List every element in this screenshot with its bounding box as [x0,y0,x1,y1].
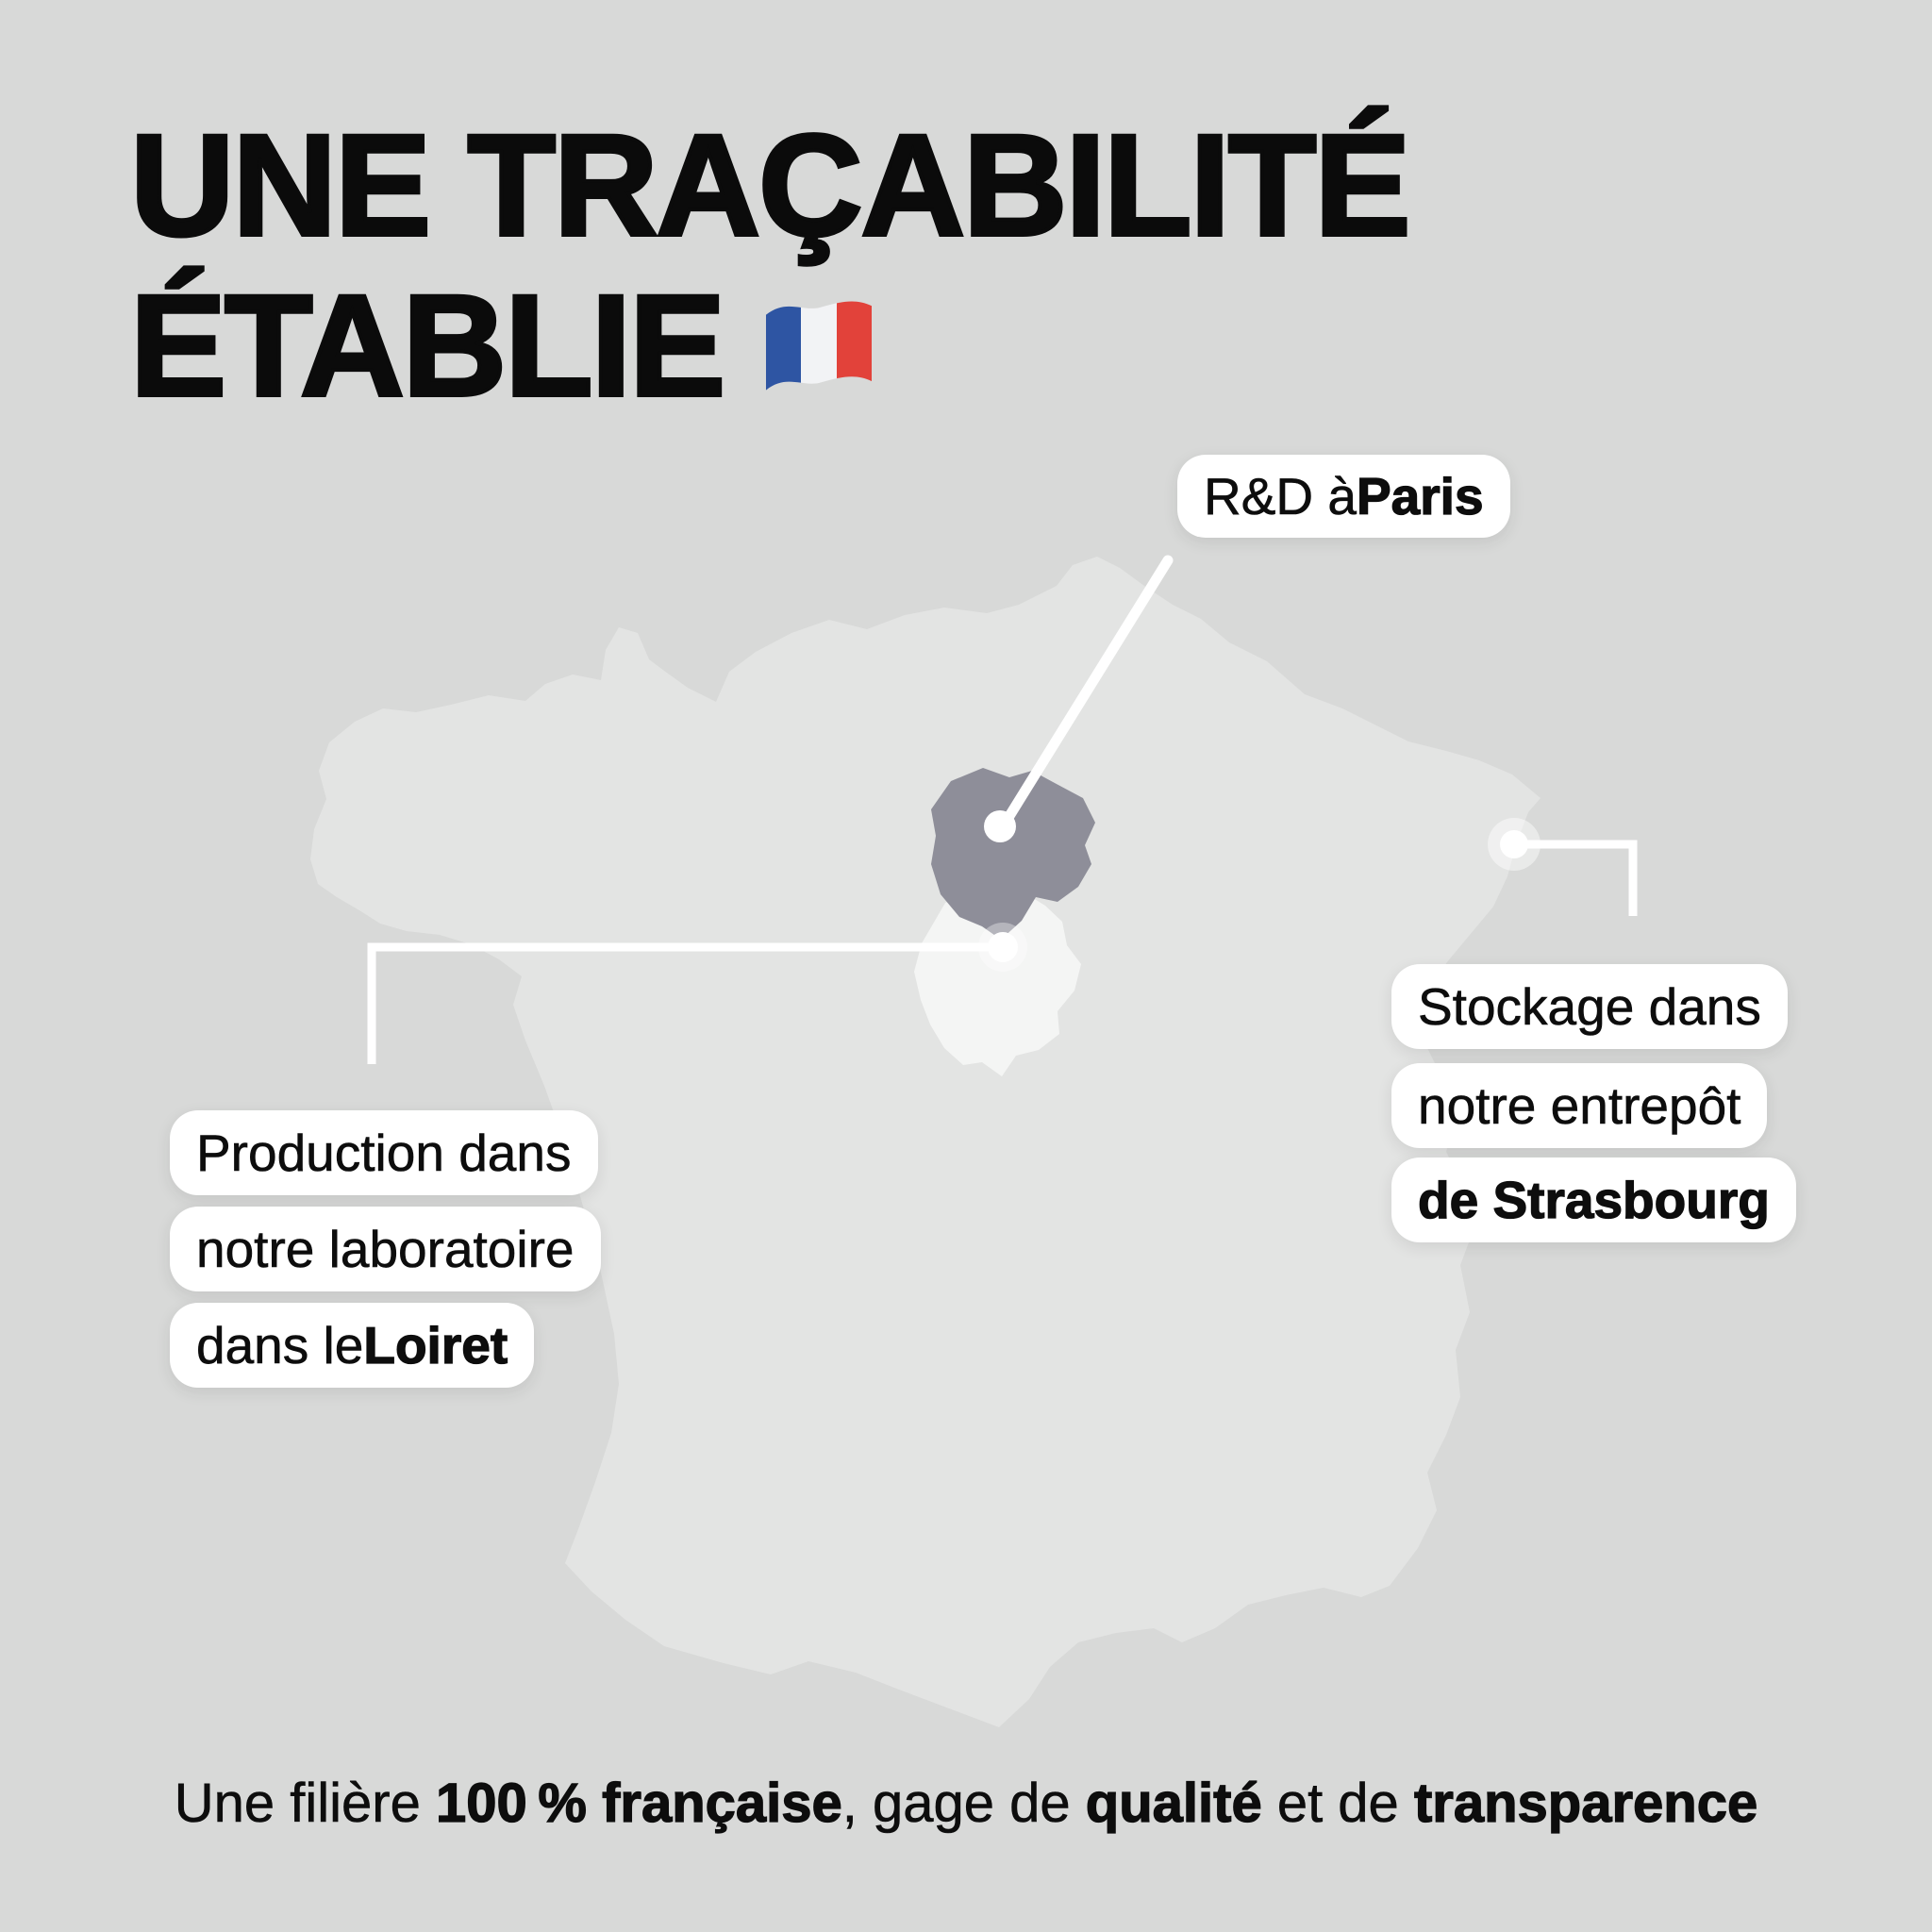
footer-tagline [0,1774,1932,1834]
callout-paris [1177,455,1510,538]
text-segment: , gage de [841,1773,1086,1834]
text-segment: Production dans [196,1124,572,1182]
callout-strasbourg-line1 [1391,964,1788,1049]
loiret-marker-dot [988,932,1018,962]
callout-loiret-line3 [170,1303,534,1388]
text-segment: Stockage dans [1418,977,1761,1036]
callout-loiret-line2 [170,1207,601,1291]
text-segment: et de [1261,1773,1414,1834]
text-segment: 100 % française [436,1773,842,1834]
text-segment: qualité [1085,1773,1262,1834]
text-segment: R&D à [1204,467,1357,525]
text-segment: notre entrepôt [1418,1076,1741,1135]
text-segment: Paris [1357,467,1484,525]
text-segment: transparence [1413,1773,1758,1834]
callout-strasbourg-line3 [1391,1158,1796,1242]
callout-strasbourg-line2 [1391,1063,1767,1148]
text-segment: Une filière [174,1773,436,1834]
page-title-line1: UNE TRAÇABILITÉ [130,105,1409,266]
text-segment: Loiret [363,1316,508,1374]
france-flag-icon [758,293,880,401]
text-segment: de Strasbourg [1418,1171,1770,1229]
strasbourg-marker-dot [1500,830,1528,858]
text-segment: dans le [196,1316,364,1374]
text-segment: notre laboratoire [196,1220,575,1278]
page-title [130,106,1408,426]
paris-marker-dot [984,810,1016,842]
callout-loiret-line1 [170,1110,598,1195]
page-title-line2: ÉTABLIE [130,265,724,426]
